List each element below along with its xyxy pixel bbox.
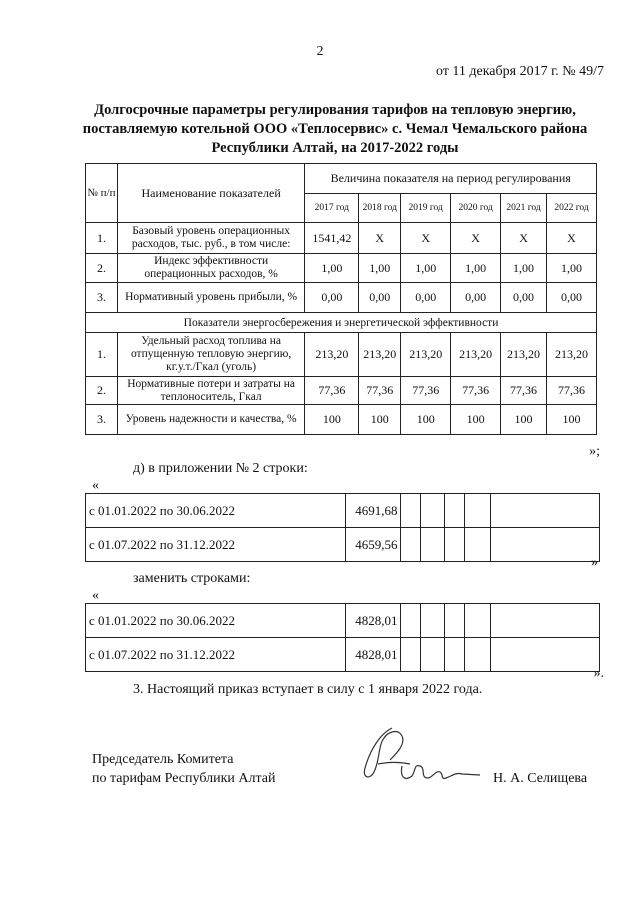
col-name-header: Наименование показателей: [117, 164, 304, 223]
row-value: 100: [501, 405, 547, 435]
empty-cell: [421, 604, 445, 638]
section-row: [86, 313, 597, 333]
row-value: X: [451, 223, 501, 254]
table-row: [86, 333, 597, 377]
empty-cell: [491, 494, 600, 528]
row-value: 213,20: [451, 333, 501, 377]
row-name: Базовый уровень операционных расходов, тыс. руб., в том числе:: [117, 223, 304, 254]
row-value: 77,36: [451, 377, 501, 405]
tariff-value: 4691,68: [345, 494, 401, 528]
empty-cell: [491, 528, 600, 562]
table-row: [86, 223, 597, 254]
table-row: [86, 528, 600, 562]
row-value: 0,00: [305, 283, 359, 313]
paragraph-d: д) в приложении № 2 строки:: [133, 461, 308, 476]
header-row: [86, 164, 597, 194]
table-row: [86, 604, 600, 638]
paragraph-3: 3. Настоящий приказ вступает в силу с 1 января 2022 года.: [133, 682, 483, 697]
row-value: 1,00: [359, 254, 401, 283]
row-value: 213,20: [501, 333, 547, 377]
row-value: 100: [547, 405, 597, 435]
table-row: [86, 405, 597, 435]
row-name: Индекс эффективности операционных расходов, %: [117, 254, 304, 283]
period-label: с 01.01.2022 по 30.06.2022: [86, 604, 346, 638]
row-number: 3.: [86, 283, 118, 313]
empty-cell: [465, 604, 491, 638]
year-header: 2020 год: [451, 194, 501, 223]
open-quote-2: «: [92, 588, 99, 603]
old-rows-table: [85, 493, 600, 562]
document-title: Долгосрочные параметры регулирования тарифов на тепловую энергию, поставляемую котельной ООО «Теплосервис» с. Чемал Чемальского района Республики Алтай, на 2017-2022 годы: [82, 102, 588, 156]
tariff-value: 4659,56: [345, 528, 401, 562]
row-name: Нормативные потери и затраты на теплоноситель, Гкал: [117, 377, 304, 405]
table-row: [86, 638, 600, 672]
new-rows-table: [85, 603, 600, 672]
table-row: [86, 494, 600, 528]
empty-cell: [445, 604, 465, 638]
close-quote-2: ».: [593, 666, 604, 681]
empty-cell: [445, 638, 465, 672]
row-value: 213,20: [359, 333, 401, 377]
year-header: 2017 год: [305, 194, 359, 223]
empty-cell: [465, 494, 491, 528]
row-value: 100: [401, 405, 451, 435]
tariff-value: 4828,01: [345, 604, 401, 638]
empty-cell: [465, 528, 491, 562]
empty-cell: [401, 638, 421, 672]
row-number: 1.: [86, 223, 118, 254]
row-value: 100: [451, 405, 501, 435]
table-row: [86, 283, 597, 313]
row-value: X: [501, 223, 547, 254]
tariff-value: 4828,01: [345, 638, 401, 672]
row-value: 0,00: [501, 283, 547, 313]
row-value: 77,36: [359, 377, 401, 405]
row-value: X: [359, 223, 401, 254]
row-number: 3.: [86, 405, 118, 435]
open-quote: «: [92, 478, 99, 493]
period-label: с 01.07.2022 по 31.12.2022: [86, 528, 346, 562]
empty-cell: [445, 528, 465, 562]
empty-cell: [401, 528, 421, 562]
row-value: 1,00: [451, 254, 501, 283]
empty-cell: [421, 528, 445, 562]
empty-cell: [401, 604, 421, 638]
year-header: 2022 год: [547, 194, 597, 223]
period-label: с 01.07.2022 по 31.12.2022: [86, 638, 346, 672]
row-value: 77,36: [305, 377, 359, 405]
close-quote: »: [591, 555, 598, 570]
empty-cell: [465, 638, 491, 672]
row-value: 77,36: [501, 377, 547, 405]
year-header: 2018 год: [359, 194, 401, 223]
empty-cell: [491, 604, 600, 638]
section-header: Показатели энергосбережения и энергетической эффективности: [86, 313, 597, 333]
page-number: 2: [316, 44, 324, 59]
period-label: с 01.01.2022 по 30.06.2022: [86, 494, 346, 528]
empty-cell: [421, 638, 445, 672]
row-value: 1,00: [501, 254, 547, 283]
empty-cell: [491, 638, 600, 672]
row-value: 1,00: [401, 254, 451, 283]
row-value: 1,00: [305, 254, 359, 283]
row-value: 213,20: [401, 333, 451, 377]
row-name: Удельный расход топлива на отпущенную тепловую энергию, кг.у.т./Гкал (уголь): [117, 333, 304, 377]
row-value: 0,00: [547, 283, 597, 313]
col-num-header: № п/п: [86, 164, 118, 223]
row-value: 213,20: [305, 333, 359, 377]
row-value: 0,00: [401, 283, 451, 313]
row-name: Нормативный уровень прибыли, %: [117, 283, 304, 313]
row-number: 2.: [86, 254, 118, 283]
handwritten-signature: [340, 720, 490, 790]
row-name: Уровень надежности и качества, %: [117, 405, 304, 435]
closing-mark: »;: [589, 444, 600, 459]
signatory-name: Н. А. Селищева: [493, 771, 588, 786]
row-value: 0,00: [451, 283, 501, 313]
replace-with-text: заменить строками:: [133, 571, 251, 586]
table-row: [86, 254, 597, 283]
signatory-line-1: Председатель Комитета: [92, 752, 234, 767]
row-value: 100: [359, 405, 401, 435]
row-value: 1541,42: [305, 223, 359, 254]
row-value: 1,00: [547, 254, 597, 283]
table-row: [86, 377, 597, 405]
row-value: 100: [305, 405, 359, 435]
row-value: 213,20: [547, 333, 597, 377]
empty-cell: [421, 494, 445, 528]
row-value: 77,36: [547, 377, 597, 405]
row-value: X: [401, 223, 451, 254]
empty-cell: [401, 494, 421, 528]
empty-cell: [445, 494, 465, 528]
row-value: 0,00: [359, 283, 401, 313]
tariff-parameters-table: [85, 163, 597, 435]
year-header: 2019 год: [401, 194, 451, 223]
col-period-header: Величина показателя на период регулирования: [305, 164, 597, 194]
row-value: X: [547, 223, 597, 254]
signatory-line-2: по тарифам Республики Алтай: [92, 771, 276, 786]
row-value: 77,36: [401, 377, 451, 405]
row-number: 2.: [86, 377, 118, 405]
signatory-title: [92, 750, 275, 788]
row-number: 1.: [86, 333, 118, 377]
document-reference: от 11 декабря 2017 г. № 49/7: [435, 64, 604, 79]
year-header: 2021 год: [501, 194, 547, 223]
